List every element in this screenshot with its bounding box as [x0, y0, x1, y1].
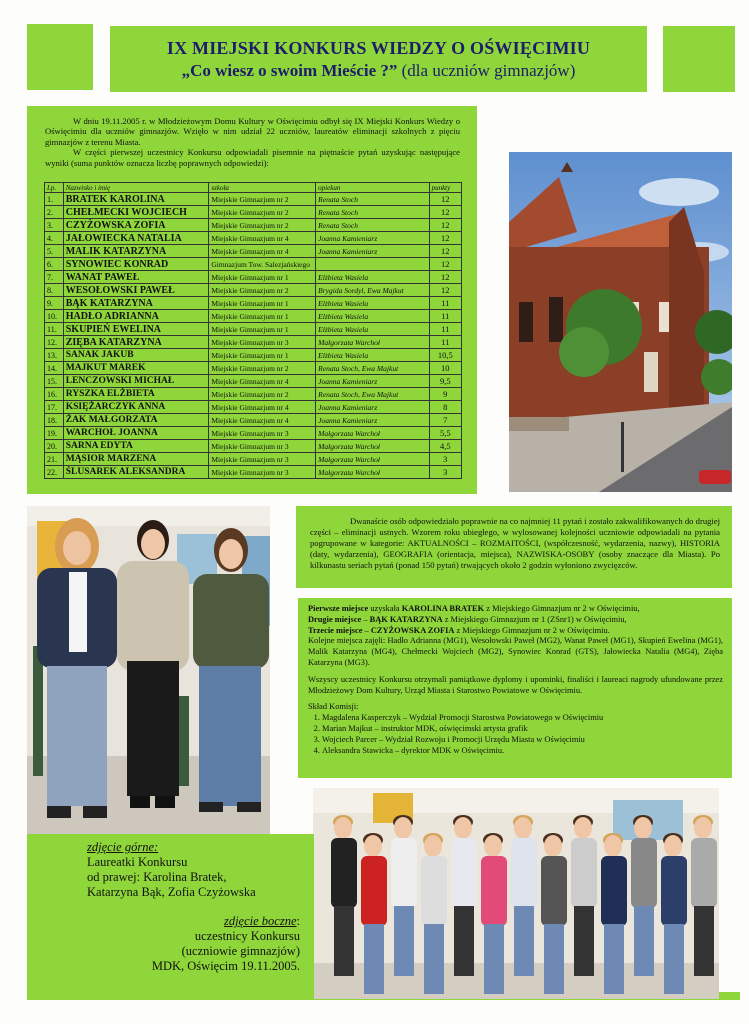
- table-row: [45, 206, 462, 219]
- jury-list: [308, 713, 723, 756]
- student-name: LENCZOWSKI MICHAŁ: [63, 375, 209, 388]
- tutor-name: Małgorzata Warchoł: [316, 336, 429, 349]
- other-places: Kolejne miejsca zajęli: Hadło Adrianna (MG1), Wesołowski Paweł (MG2), Wanat Paweł (MG1), Skupień Ewelina (MG1), Malik Katarzyna (MG4), Chełmecki Wojciech (MG2), Synowiec Konrad (GTS), Jałowiecka Natalia (MG4), Zięba Katarzyna (MG3).: [308, 636, 723, 667]
- points: 10: [429, 362, 461, 375]
- row-number: 12.: [45, 336, 64, 349]
- table-row: [45, 440, 462, 453]
- tutor-name: [316, 258, 429, 271]
- school-name: Miejskie Gimnazjum nr 2: [209, 193, 316, 206]
- jury-member: 1. Magdalena Kasperczyk – Wydział Promocji Starostwa Powiatowego w Oświęcimiu: [322, 713, 723, 724]
- points: 3: [429, 466, 461, 479]
- points: 11: [429, 297, 461, 310]
- student-name: SARNA EDYTA: [63, 440, 209, 453]
- points: 3: [429, 453, 461, 466]
- row-number: 20.: [45, 440, 64, 453]
- table-row: [45, 349, 462, 362]
- table-row: [45, 414, 462, 427]
- table-row: [45, 193, 462, 206]
- row-number: 18.: [45, 414, 64, 427]
- points: 5,5: [429, 427, 461, 440]
- col-tutor: opiekun: [316, 183, 429, 193]
- student-name: MALIK KATARZYNA: [63, 245, 209, 258]
- tutor-name: Renata Stoch: [316, 219, 429, 232]
- table-row: [45, 232, 462, 245]
- student-name: ZIĘBA KATARZYNA: [63, 336, 209, 349]
- page-subtitle: „Co wiesz o swoim Mieście ?” (dla uczniów gimnazjów): [181, 61, 576, 80]
- row-number: 15.: [45, 375, 64, 388]
- tutor-name: Małgorzata Warchoł: [316, 427, 429, 440]
- results-table: [44, 182, 462, 479]
- student-name: CZYŻOWSKA ZOFIA: [63, 219, 209, 232]
- points: 10,5: [429, 349, 461, 362]
- tutor-name: Brygida Sordyl, Ewa Majkut: [316, 284, 429, 297]
- row-number: 17.: [45, 401, 64, 414]
- tutor-name: Renata Stoch, Ewa Majkut: [316, 362, 429, 375]
- points: 11: [429, 310, 461, 323]
- points: 7: [429, 414, 461, 427]
- points: 11: [429, 336, 461, 349]
- church-photo: [509, 152, 732, 492]
- table-header-row: [45, 183, 462, 193]
- row-number: 14.: [45, 362, 64, 375]
- points: 11: [429, 323, 461, 336]
- school-name: Miejskie Gimnazjum nr 2: [209, 388, 316, 401]
- table-row: [45, 284, 462, 297]
- tutor-name: Joanna Kamieniarz: [316, 414, 429, 427]
- col-points: punkty: [429, 183, 461, 193]
- row-number: 9.: [45, 297, 64, 310]
- tutor-name: Joanna Kamieniarz: [316, 375, 429, 388]
- points: 12: [429, 258, 461, 271]
- school-name: Miejskie Gimnazjum nr 1: [209, 271, 316, 284]
- tutor-name: Joanna Kamieniarz: [316, 232, 429, 245]
- tutor-name: Renata Stoch: [316, 193, 429, 206]
- intro-paragraph-2: W części pierwszej uczestnicy Konkursu odpowiadali pisemnie na piętnaście pytań uzyskując następujące wyniki (suma punktów oznacza liczbę poprawnych odpowiedzi):: [45, 147, 460, 168]
- page-header: [110, 26, 647, 92]
- student-name: ŻAK MAŁGORZATA: [63, 414, 209, 427]
- school-name: Miejskie Gimnazjum nr 3: [209, 427, 316, 440]
- school-name: Miejskie Gimnazjum nr 4: [209, 232, 316, 245]
- student-name: SYNOWIEC KONRAD: [63, 258, 209, 271]
- page-title: IX MIEJSKI KONKURS WIEDZY O OŚWIĘCIMIU: [166, 38, 591, 58]
- school-name: Miejskie Gimnazjum nr 4: [209, 245, 316, 258]
- student-name: KSIĘŻARCZYK ANNA: [63, 401, 209, 414]
- school-name: Miejskie Gimnazjum nr 1: [209, 310, 316, 323]
- table-row: [45, 375, 462, 388]
- table-row: [45, 401, 462, 414]
- student-name: JAŁOWIECKA NATALIA: [63, 232, 209, 245]
- table-row: [45, 388, 462, 401]
- row-number: 11.: [45, 323, 64, 336]
- jury-member: 4. Aleksandra Stawicka – dyrektor MDK w Oświęcimiu.: [322, 746, 723, 757]
- table-row: [45, 310, 462, 323]
- col-name: Nazwisko i imię: [63, 183, 209, 193]
- row-number: 13.: [45, 349, 64, 362]
- tutor-name: Renata Stoch, Ewa Majkut: [316, 388, 429, 401]
- points: 4,5: [429, 440, 461, 453]
- jury-member: 3. Wojciech Parcer – Wydział Rozwoju i Promocji Urzędu Miasta w Oświęcimiu: [322, 735, 723, 746]
- row-number: 7.: [45, 271, 64, 284]
- table-row: [45, 362, 462, 375]
- winners-panel: [298, 598, 732, 778]
- student-name: HADŁO ADRIANNA: [63, 310, 209, 323]
- row-number: 10.: [45, 310, 64, 323]
- row-number: 1.: [45, 193, 64, 206]
- table-row: [45, 427, 462, 440]
- intro-text: [45, 116, 460, 168]
- jury-title: Skład Komisji:: [308, 702, 359, 712]
- tutor-name: Elżbieta Wasiela: [316, 297, 429, 310]
- student-name: RYSZKA ELŻBIETA: [63, 388, 209, 401]
- school-name: Miejskie Gimnazjum nr 2: [209, 219, 316, 232]
- table-row: [45, 323, 462, 336]
- tutor-name: Elżbieta Wasiela: [316, 310, 429, 323]
- table-row: [45, 258, 462, 271]
- winners-list: Pierwsze miejsce uzyskała KAROLINA BRATEK z Miejskiego Gimnazjum nr 2 w Oświęcimiu, Drugie miejsce – BĄK KATARZYNA z Miejskiego Gimnazjum nr 1 (ZSnr1) w Oświęcimiu, Trzecie miejsce – CZYŻOWSKA ZOFIA z Miejskiego Gimnazjum nr 2 w Oświęcimiu. Kolejne miejsca zajęli: Hadło Adrianna (MG1), Wesołowski Paweł (MG2), Wanat Paweł (MG1), Skupień Ewelina (MG1), Malik Katarzyna (MG4), Chełmecki Wojciech (MG2), Synowiec Konrad (GTS), Jałowiecka Natalia (MG4), Zięba Katarzyna (MG3).: [308, 604, 723, 667]
- school-name: Miejskie Gimnazjum nr 4: [209, 414, 316, 427]
- row-number: 16.: [45, 388, 64, 401]
- photo-captions: [27, 834, 314, 1000]
- table-row: [45, 245, 462, 258]
- school-name: Miejskie Gimnazjum nr 2: [209, 362, 316, 375]
- col-lp: Lp.: [45, 183, 64, 193]
- school-name: Miejskie Gimnazjum nr 1: [209, 349, 316, 362]
- caption-top: zdjęcie górne: Laureatki Konkursu od prawej: Karolina Bratek, Katarzyna Bąk, Zofia Czyżowska: [87, 840, 256, 899]
- student-name: WESOŁOWSKI PAWEŁ: [63, 284, 209, 297]
- tutor-name: Małgorzata Warchoł: [316, 440, 429, 453]
- tutor-name: Elżbieta Wasiela: [316, 349, 429, 362]
- school-name: Miejskie Gimnazjum nr 2: [209, 206, 316, 219]
- row-number: 22.: [45, 466, 64, 479]
- tutor-name: Joanna Kamieniarz: [316, 245, 429, 258]
- table-row: [45, 466, 462, 479]
- table-row: [45, 453, 462, 466]
- school-name: Gimnazjum Tow. Salezjańskiego: [209, 258, 316, 271]
- col-school: szkoła: [209, 183, 316, 193]
- points: 12: [429, 219, 461, 232]
- points: 12: [429, 232, 461, 245]
- tutor-name: Małgorzata Warchoł: [316, 453, 429, 466]
- school-name: Miejskie Gimnazjum nr 1: [209, 323, 316, 336]
- school-name: Miejskie Gimnazjum nr 3: [209, 336, 316, 349]
- points: 12: [429, 245, 461, 258]
- points: 9: [429, 388, 461, 401]
- school-name: Miejskie Gimnazjum nr 3: [209, 453, 316, 466]
- row-number: 21.: [45, 453, 64, 466]
- points: 12: [429, 206, 461, 219]
- caption-side: zdjęcie boczne: uczestnicy Konkursu (uczniowie gimnazjów) MDK, Oświęcim 19.11.2005.: [151, 914, 300, 973]
- student-name: ŚLUSAREK ALEKSANDRA: [63, 466, 209, 479]
- points: 9,5: [429, 375, 461, 388]
- school-name: Miejskie Gimnazjum nr 1: [209, 297, 316, 310]
- school-name: Miejskie Gimnazjum nr 3: [209, 440, 316, 453]
- participants-photo: [313, 788, 719, 999]
- prizes-text: Wszyscy uczestnicy Konkursu otrzymali pamiątkowe dyplomy i upominki, finaliści i laureaci nagrody ufundowane przez Młodzieżowy Dom Kultury, Urząd Miasta i Starostwo Powiatowe w Oświęcimiu.: [308, 674, 723, 695]
- student-name: MĄSIOR MARZENA: [63, 453, 209, 466]
- table-row: [45, 336, 462, 349]
- decor-square-left: [27, 24, 93, 90]
- points: 12: [429, 271, 461, 284]
- school-name: Miejskie Gimnazjum nr 3: [209, 466, 316, 479]
- points: 12: [429, 193, 461, 206]
- student-name: WARCHOŁ JOANNA: [63, 427, 209, 440]
- row-number: 6.: [45, 258, 64, 271]
- tutor-name: Renata Stoch: [316, 206, 429, 219]
- student-name: SKUPIEŃ EWELINA: [63, 323, 209, 336]
- student-name: BRATEK KAROLINA: [63, 193, 209, 206]
- points: 8: [429, 401, 461, 414]
- school-name: Miejskie Gimnazjum nr 2: [209, 284, 316, 297]
- row-number: 2.: [45, 206, 64, 219]
- school-name: Miejskie Gimnazjum nr 4: [209, 375, 316, 388]
- student-name: WANAT PAWEŁ: [63, 271, 209, 284]
- school-name: Miejskie Gimnazjum nr 4: [209, 401, 316, 414]
- table-row: [45, 219, 462, 232]
- laureates-photo: [27, 506, 270, 834]
- table-row: [45, 297, 462, 310]
- student-name: SANAK JAKUB: [63, 349, 209, 362]
- student-name: CHEŁMECKI WOJCIECH: [63, 206, 209, 219]
- row-number: 5.: [45, 245, 64, 258]
- student-name: BĄK KATARZYNA: [63, 297, 209, 310]
- jury-member: 2. Marian Majkut – instruktor MDK, oświęcimski artysta grafik: [322, 724, 723, 735]
- tutor-name: Joanna Kamieniarz: [316, 401, 429, 414]
- tutor-name: Elżbieta Wasiela: [316, 271, 429, 284]
- points: 12: [429, 284, 461, 297]
- row-number: 4.: [45, 232, 64, 245]
- row-number: 19.: [45, 427, 64, 440]
- tutor-name: Małgorzata Warchoł: [316, 466, 429, 479]
- row-number: 8.: [45, 284, 64, 297]
- second-round-panel: [296, 506, 732, 588]
- decor-square-right: [663, 26, 735, 92]
- row-number: 3.: [45, 219, 64, 232]
- intro-paragraph-1: W dniu 19.11.2005 r. w Młodzieżowym Domu Kultury w Oświęcimiu odbył się IX Miejski Konkurs Wiedzy o Oświęcimiu dla uczniów gimnazjów. Wzięło w nim udział 22 uczniów, laureatów eliminacji szkolnych z pięciu gimnazjów z terenu Miasta.: [45, 116, 460, 147]
- second-round-text: Dwanaście osób odpowiedziało poprawnie na co najmniej 11 pytań i zostało zakwalifikowanych do drugiej części – eliminacji ustnych. Wzorem roku ubiegłego, w wylosowanej kolejności uczniowie odpowiadali na pytania pogrupowane w kategorie: AKTUALNOŚCI – ROZMAITOŚCI, (współczesność, wydarzenia, nazwy), HISTORIA (daty, wydarzenia), GEOGRAFIA (orientacja, miejsca), NAZWISKA-OSOBY (osoby znaczące dla Miasta). Po kilkunastu seriach pytań (ponad 150 pytań) trwających około 2 godzin wyłoniono zwycięzców.: [310, 516, 720, 570]
- table-row: [45, 271, 462, 284]
- tutor-name: Elżbieta Wasiela: [316, 323, 429, 336]
- student-name: MAJKUT MAREK: [63, 362, 209, 375]
